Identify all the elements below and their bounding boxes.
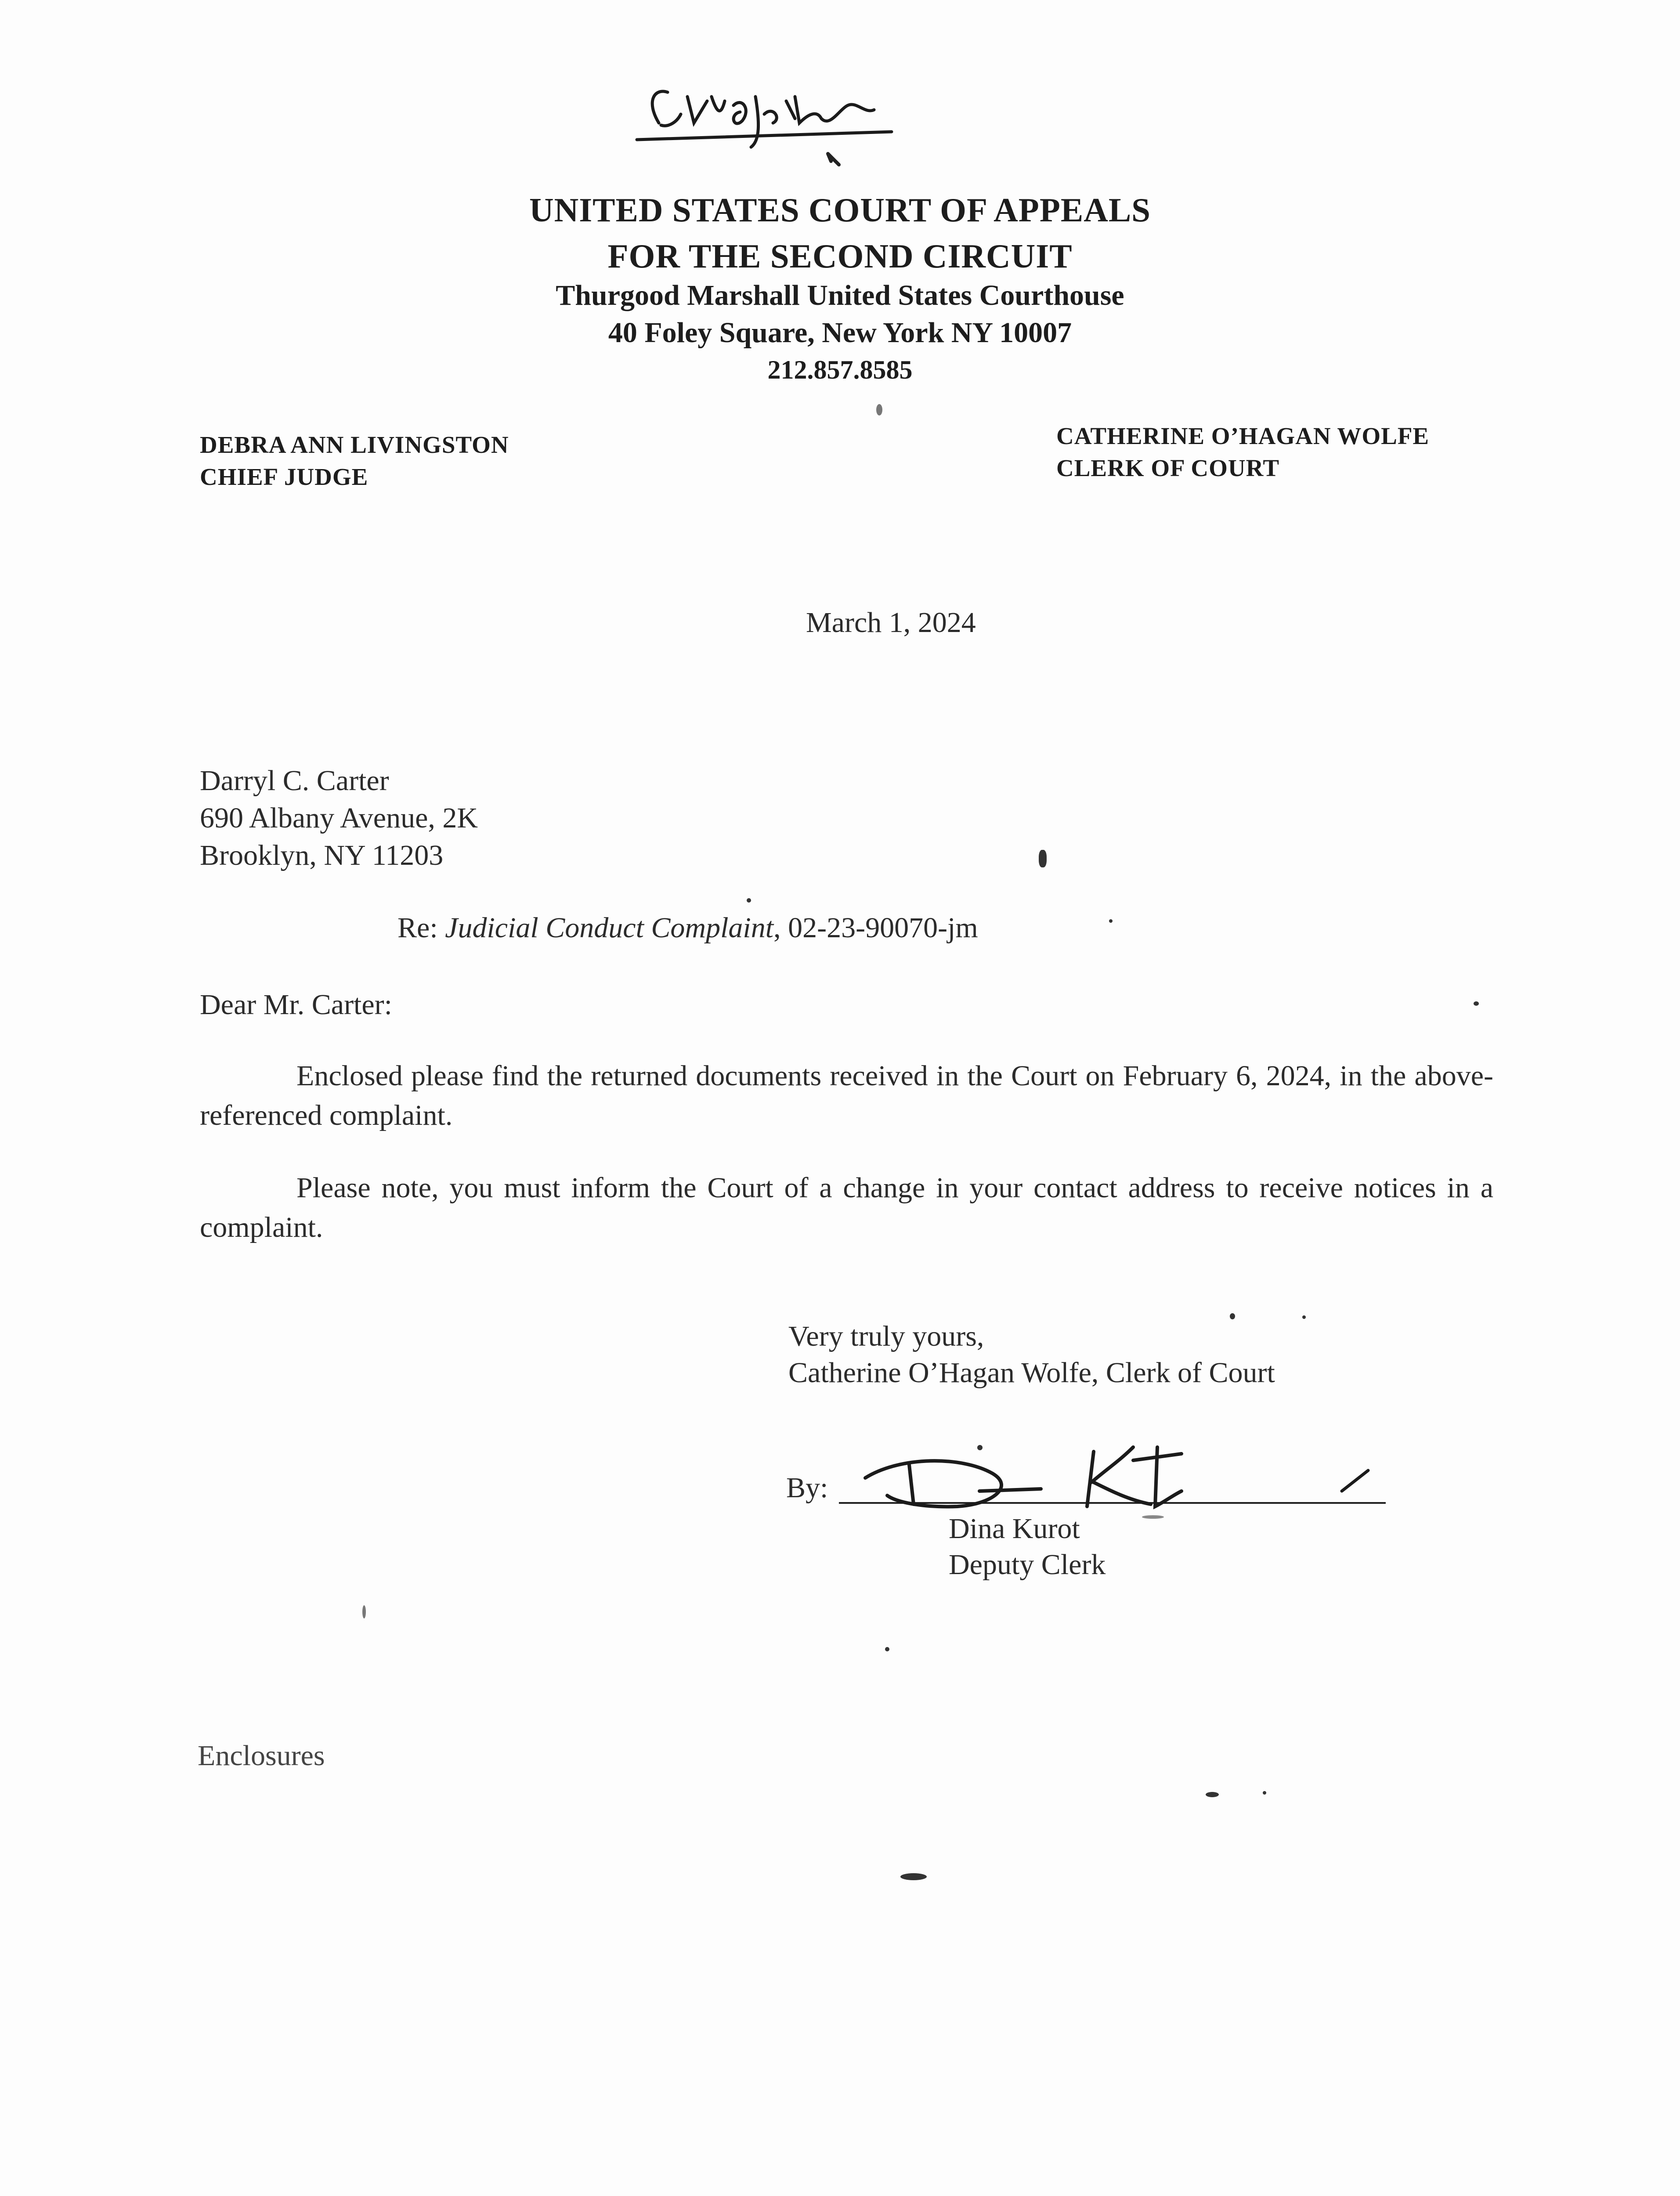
re-complaint-number: , 02-23-90070-jm [773,912,978,944]
livingston-handwritten-mark [628,70,900,154]
by-label: By: [786,1472,828,1504]
clerk-name: CATHERINE O’HAGAN WOLFE [1056,423,1430,449]
re-prefix: Re: [397,912,438,944]
re-complaint-title: Judicial Conduct Complaint [445,912,774,944]
re-line [397,914,978,943]
scan-speck [900,1873,927,1880]
scan-speck [1039,850,1047,867]
scan-speck [362,1605,366,1618]
court-address: 40 Foley Square, New York NY 10007 [608,317,1072,349]
pen-stroke-icon [1340,1467,1370,1493]
handwritten-signature [848,1430,1225,1526]
courthouse-name: Thurgood Marshall United States Courthouse [556,279,1124,311]
body-paragraph-1: Enclosed please find the returned documents received in the Court on February 6, 2024, in the above-referenced complaint. [200,1060,1493,1131]
scan-speck [885,1647,889,1651]
ink-mark-icon [826,152,843,169]
body-paragraph-2: Please note, you must inform the Court of a change in your contact address to receive notices in a complaint. [200,1172,1493,1243]
chief-judge-title: CHIEF JUDGE [200,463,369,490]
scan-speck [876,404,882,415]
scan-speck [1206,1792,1219,1797]
court-phone: 212.857.8585 [767,355,913,384]
recipient-street: 690 Albany Avenue, 2K [200,802,478,834]
scan-speck [1230,1313,1235,1319]
chief-judge-name: DEBRA ANN LIVINGSTON [200,431,509,458]
letter-date: March 1, 2024 [806,607,976,639]
court-name-line1: UNITED STATES COURT OF APPEALS [529,191,1151,229]
scan-speck [1474,1001,1479,1006]
scan-speck [977,1445,983,1450]
scan-speck [1109,919,1113,923]
signatory-line: Catherine O’Hagan Wolfe, Clerk of Court [788,1357,1275,1389]
scan-speck [1302,1315,1306,1319]
recipient-city: Brooklyn, NY 11203 [200,839,444,871]
salutation: Dear Mr. Carter: [200,989,392,1021]
scan-speck [1142,1515,1164,1519]
scan-speck [1263,1791,1266,1795]
signer-title: Deputy Clerk [949,1549,1106,1581]
recipient-address [200,762,478,874]
valediction: Very truly yours, [788,1320,984,1352]
signer-name: Dina Kurot [949,1513,1080,1545]
enclosures-note: Enclosures [198,1740,325,1772]
scan-speck [747,898,751,903]
recipient-name: Darryl C. Carter [200,765,389,797]
clerk-title: CLERK OF COURT [1056,455,1280,481]
court-name-line2: FOR THE SECOND CIRCUIT [607,237,1073,275]
